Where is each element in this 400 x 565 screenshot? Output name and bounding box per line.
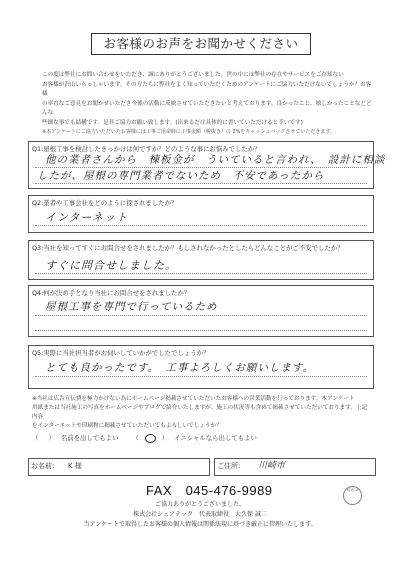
option-bracket: （ — [32, 434, 39, 442]
answer-rule — [35, 183, 367, 184]
question-1-box — [28, 141, 386, 189]
question-3-label: Q3:当社を知ってすぐにお問合せをされましたか？もしされなかったとしたらどんなことがご不安でしたか？ — [32, 244, 344, 252]
name-value: K 様 — [68, 462, 82, 470]
answer-3: すぐに問合せしました。 — [45, 259, 177, 272]
name-box — [28, 458, 210, 476]
consent-options — [32, 433, 269, 443]
question-4-box — [28, 285, 374, 337]
intro-line-4: 些細な事でも結構です。是非ご協力お願い致します。(出来るだけ具体的に書いていただけると幸いです) — [42, 119, 303, 126]
answer-1-line-2: したが、屋根の専門業者でないため 不安であったから — [37, 170, 325, 182]
intro-line-2: お客様が沢山いらっしゃいます。その方たちに弊社をよく知っていただくためのアンケートにご協力いただけないでしょうか？お客様 — [42, 81, 372, 97]
page-title: お客様のお声をお聞かせください — [91, 33, 311, 55]
question-5-label: Q5:実際に当社担当者がお伺いしていかがでしたでしょうか？ — [32, 349, 210, 357]
receipt-stamp: 町田 2 — [343, 486, 362, 505]
option-full-name-label: 名前を出してもよい — [60, 434, 119, 442]
intro-line-3: の率直なご意見をお聞かせいただき今後の活動に反映させていただきたいと考えております。良かったこと、嬉しかったことなどどんな — [42, 100, 372, 116]
footer-company: 株式会社シェアテック 代表取締役 大久保 誠二 — [133, 511, 267, 518]
address-label: ご住所: — [217, 462, 241, 470]
intro-text — [42, 71, 372, 137]
name-label: お名前: — [31, 462, 55, 470]
answer-4: 屋根工事を専門で行っているため — [45, 301, 218, 313]
intro-line-1: この度は弊社にお問い合わせをいただき、誠にありがとうございました。世の中には弊社の存在やサービスをご存知ない — [42, 72, 344, 78]
address-value: 川崎市 — [258, 461, 286, 471]
circled-mark-icon — [145, 434, 156, 443]
fax-number: FAX 045-476-9989 — [146, 483, 273, 498]
question-5-box — [28, 345, 374, 389]
option-initials[interactable] — [132, 434, 262, 442]
answer-rule — [35, 225, 367, 226]
answer-2: インターネット — [45, 211, 129, 224]
publication-consent-text — [32, 395, 372, 431]
footer-privacy: 当アンケートで取得したお客様の個人情報は関係法規に基づき厳正に管理いたします。 — [83, 521, 317, 528]
consent-line-1: ※当社は広告宣伝費を極力かけない為にホームページ掲載させていただいたお客様への営業活動を行っております。本アンケート — [32, 396, 355, 402]
question-3-box — [28, 240, 374, 280]
question-2-box — [28, 195, 374, 233]
consent-line-2: 用紙または当社施工の写真をホームページやブログで紹介いたしますが、施工の状況等も含めて掲載させていただいております。上記内容 — [32, 405, 368, 420]
option-bracket: ） — [48, 434, 55, 442]
answer-rule — [35, 330, 367, 331]
question-2-label: Q2:業者や工事会社をどのように探されましたか？ — [32, 199, 178, 207]
question-4-label: Q4:何が決め手となり当社にお問合せをされましたか？ — [32, 289, 191, 297]
consent-line-3: をインターネットや印刷物に掲載させていただいてもよろしいでしょうか？ — [32, 423, 222, 429]
answer-rule — [35, 315, 367, 316]
option-initials-label: イニシャルなら出してもよい — [174, 434, 257, 442]
answer-rule — [35, 376, 367, 377]
question-1-label: Q1:屋根工事を検討したきっかけは何ですか？どのような事にお悩みでしたか？ — [32, 145, 261, 153]
answer-5: とても良かったです。 工事よろしくお願いします。 — [45, 362, 315, 374]
option-full-name[interactable] — [32, 434, 126, 442]
answer-1-line-1: 他の業者さんから 棟板金が ういていると言われ、 設計に相談 — [45, 154, 386, 166]
option-bracket: （ — [132, 434, 139, 442]
cashback-note: ※本アンケートにご協力いただいたお客様には工事ご用命時に工事金額（税抜き）の 2%をキャッシュバックさせていただきます。 — [42, 129, 335, 135]
option-bracket: ） — [161, 434, 169, 442]
answer-rule — [35, 273, 367, 274]
footer-thanks: ご協力ありがとうございました。 — [154, 501, 245, 508]
